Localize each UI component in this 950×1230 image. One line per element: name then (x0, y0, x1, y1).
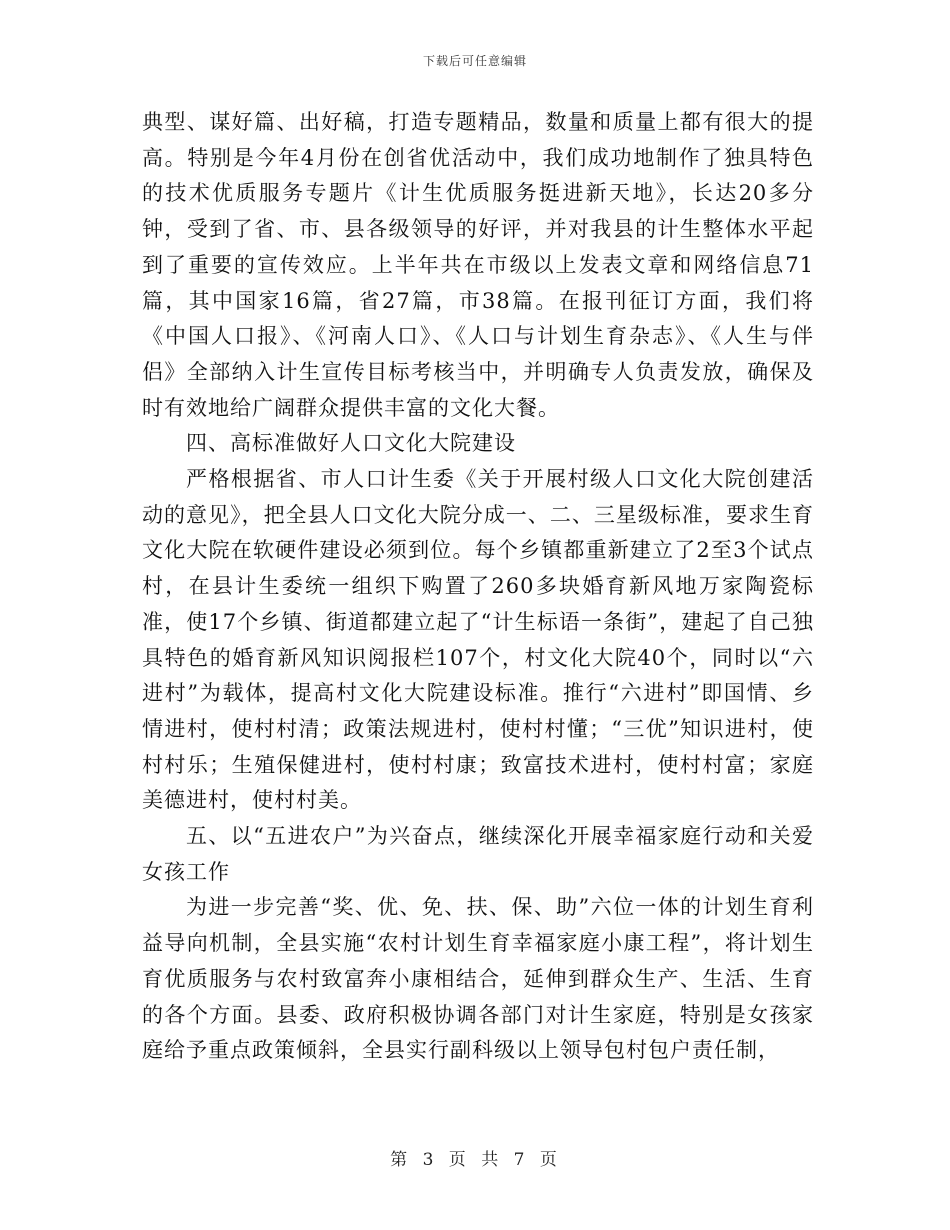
paragraph-3: 为进一步完善“奖、优、免、扶、保、助”六位一体的计划生育利益导向机制，全县实施“农村计划生育幸福家庭小康工程”，将计划生育优质服务与农村致富奔小康相结合，延伸到群众生产、生活、生育的各个方面。县委、政府积极协调各部门对计生家庭，特别是女孩家庭给予重点政策倾斜，全县实行副科级以上领导包村包户责任制， (142, 895, 814, 1063)
page-header-note: 下载后可任意编辑 (422, 54, 527, 68)
footer-total-word: 共 (481, 1150, 502, 1170)
footer-page-word: 页 (448, 1150, 469, 1170)
document-body (142, 105, 814, 1069)
page-footer (0, 1145, 950, 1170)
section-heading-5: 五、以“五进农户”为兴奋点，继续深化开展幸福家庭行动和关爱女孩工作 (142, 824, 814, 884)
paragraph-1: 典型、谋好篇、出好稿，打造专题精品，数量和质量上都有很大的提高。特别是今年4月份在创省优活动中，我们成功地制作了独具特色的技术优质服务专题片《计生优质服务挺进新天地》，长达20多分钟，受到了省、市、县各级领导的好评，并对我县的计生整体水平起到了重要的宣传效应。上半年共在市级以上发表文章和网络信息71篇，其中国家16篇，省27篇，市38篇。在报刊征订方面，我们将《中国人口报》、《河南人口》、《人口与计划生育杂志》、《人生与伴侣》全部纳入计生宣传目标考核当中，并明确专人负责发放，确保及时有效地给广阔群众提供丰富的文化大餐。 (142, 110, 814, 420)
paragraph-2: 严格根据省、市人口计生委《关于开展村级人口文化大院创建活动的意见》，把全县人口文化大院分成一、二、三星级标准，要求生育文化大院在软硬件建设必须到位。每个乡镇都重新建立了2至3个试点村，在县计生委统一组织下购置了260多块婚育新风地万家陶瓷标准，使17个乡镇、街道都建立起了“计生标语一条街”，建起了自己独具特色的婚育新风知识阅报栏107个，村文化大院40个，同时以“六进村”为载体，提高村文化大院建设标准。推行“六进村”即国情、乡情进村，使村村清；政策法规进村，使村村懂；“三优”知识进村，使村村乐；生殖保健进村，使村村康；致富技术进村，使村村富；家庭美德进村，使村村美。 (142, 467, 814, 813)
footer-prefix: 第 (390, 1150, 411, 1170)
section-heading-4: 四、高标准做好人口文化大院建设 (186, 431, 516, 456)
current-page-number: 3 (422, 1150, 437, 1170)
footer-suffix: 页 (539, 1150, 560, 1170)
total-page-number: 7 (513, 1150, 528, 1170)
